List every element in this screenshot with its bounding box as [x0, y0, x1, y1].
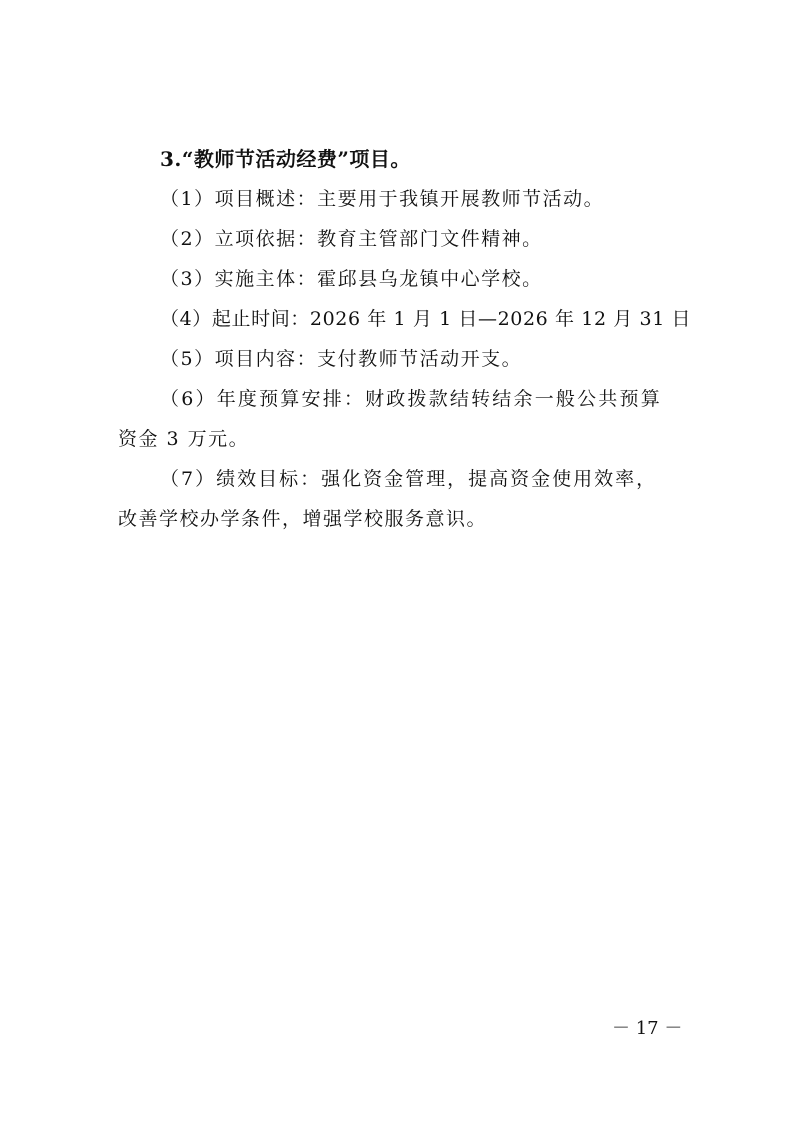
item-goal — [118, 459, 678, 539]
item-budget — [118, 379, 678, 459]
item-goal-line1: （7）绩效目标：强化资金管理，提高资金使用效率， — [160, 468, 658, 490]
item-budget-line1: （6）年度预算安排：财政拨款结转结余一般公共预算 — [160, 388, 662, 410]
item-budget-line2: 资金 3 万元。 — [118, 428, 250, 450]
item-period: （4）起止时间：2026 年 1 月 1 日—2026 年 12 月 31 日 — [160, 308, 692, 330]
page-number: － 17 － — [612, 1018, 683, 1039]
item-goal-line2: 改善学校办学条件，增强学校服务意识。 — [118, 508, 488, 530]
item-basis: （2）立项依据：教育主管部门文件精神。 — [160, 228, 543, 250]
section-heading: 3.“教师节活动经费”项目。 — [160, 147, 411, 171]
document-body — [118, 139, 692, 539]
item-implementer: （3）实施主体：霍邱县乌龙镇中心学校。 — [160, 268, 543, 290]
item-overview: （1）项目概述：主要用于我镇开展教师节活动。 — [160, 188, 605, 210]
item-content: （5）项目内容：支付教师节活动开支。 — [160, 348, 523, 370]
